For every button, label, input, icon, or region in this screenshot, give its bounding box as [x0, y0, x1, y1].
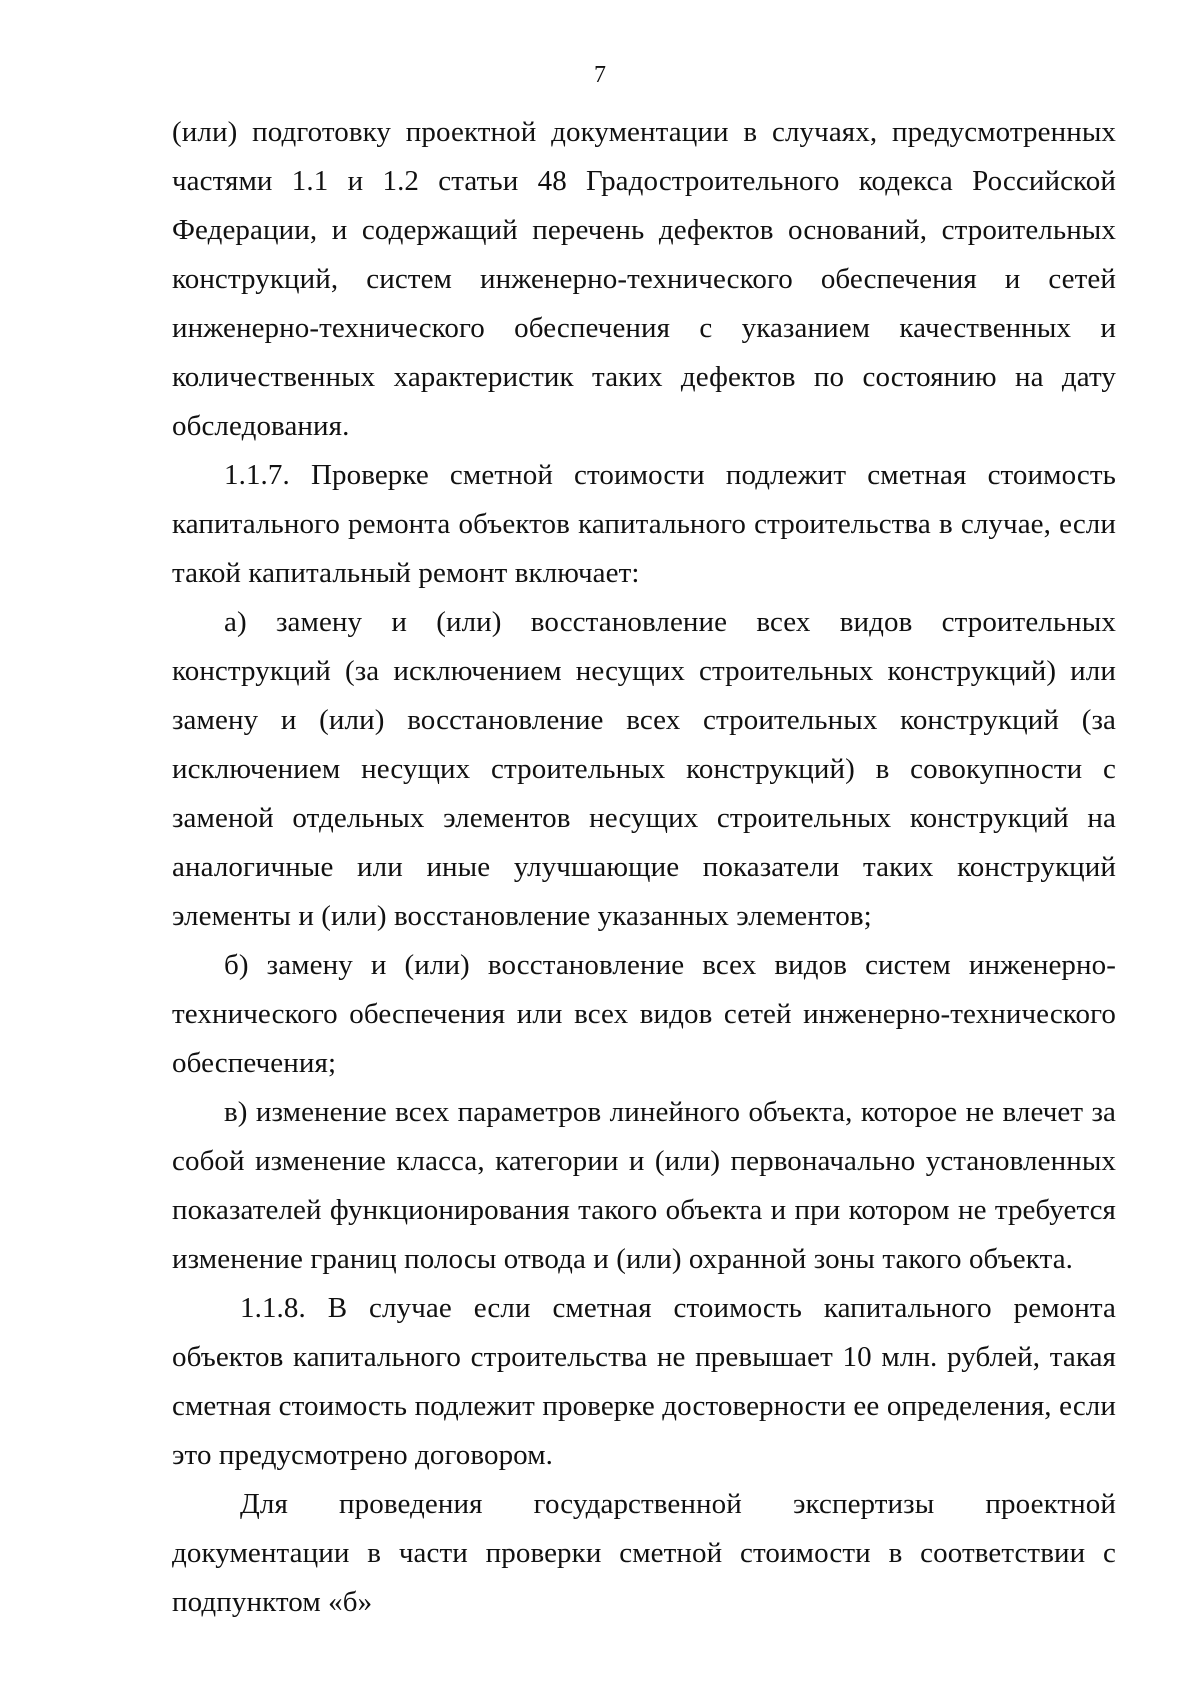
page-number: 7: [594, 62, 606, 88]
document-body: [172, 108, 1116, 1627]
paragraph-continuation: (или) подготовку проектной документации в случаях, предусмотренных частями 1.1 и 1.2 статьи 48 Градостроительного кодекса Российской Федерации, и содержащий перечень дефектов оснований, строительных конструкций, систем инженерно-технического обеспечения и сетей инженерно-технического обеспечения с указанием качественных и количественных характеристик таких дефектов по состоянию на дату обследования.: [172, 116, 1116, 442]
paragraph-1-1-7: 1.1.7. Проверке сметной стоимости подлежит сметная стоимость капитального ремонта объектов капитального строительства в случае, если такой капитальный ремонт включает:: [172, 459, 1116, 589]
paragraph-state-expertise: Для проведения государственной экспертизы проектной документации в части проверки сметной стоимости в соответствии с подпунктом «б»: [172, 1488, 1116, 1618]
list-item-v: в) изменение всех параметров линейного объекта, которое не влечет за собой изменение класса, категории и (или) первоначально установленных показателей функционирования такого объекта и при котором не требуется изменение границ полосы отвода и (или) охранной зоны такого объекта.: [172, 1096, 1116, 1275]
paragraph-1-1-8: 1.1.8. В случае если сметная стоимость капитального ремонта объектов капитального строительства не превышает 10 млн. рублей, такая сметная стоимость подлежит проверке достоверности ее определения, если это предусмотрено договором.: [172, 1292, 1116, 1471]
list-item-a: а) замену и (или) восстановление всех видов строительных конструкций (за исключением несущих строительных конструкций) или замену и (или) восстановление всех строительных конструкций (за исключением несущих строительных конструкций) в совокупности с заменой отдельных элементов несущих строительных конструкций на аналогичные или иные улучшающие показатели таких конструкций элементы и (или) восстановление указанных элементов;: [172, 606, 1116, 932]
list-item-b: б) замену и (или) восстановление всех видов систем инженерно-технического обеспечения или всех видов сетей инженерно-технического обеспечения;: [172, 949, 1116, 1079]
